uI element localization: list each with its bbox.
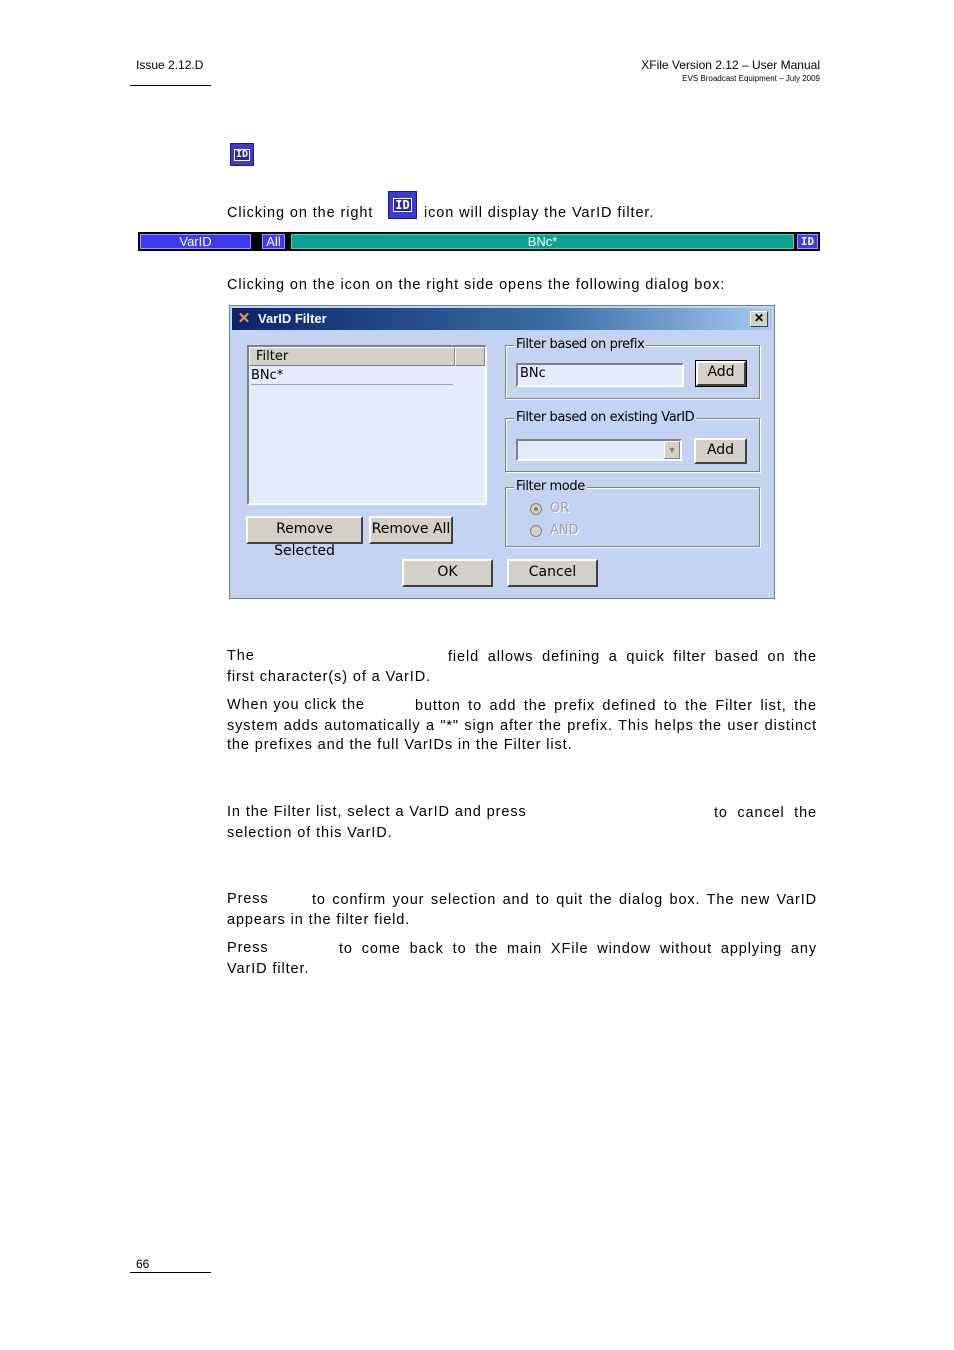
para5-text: to come back to the main XFile window without applying any VarID filter. (227, 941, 817, 977)
existing-varid-group-label: Filter based on existing VarID (516, 410, 695, 425)
manual-title: XFile Version 2.12 – User Manual (641, 58, 820, 72)
para1-text: field allows defining a quick filter based on the first character(s) of a VarID. (227, 649, 817, 685)
company-date: EVS Broadcast Equipment – July 2009 (682, 74, 820, 83)
header-rule (130, 85, 211, 86)
intro-before: Clicking on the right (227, 205, 374, 221)
prefix-group-label: Filter based on prefix (516, 337, 645, 352)
and-radio[interactable] (530, 525, 542, 537)
filter-column-header[interactable]: Filter (249, 347, 455, 366)
para4-start: Press (227, 891, 269, 907)
varid-filter-bar (138, 232, 820, 251)
filter-mode-group (505, 479, 760, 547)
prefix-input[interactable]: BNc (516, 363, 684, 387)
para5-start: Press (227, 940, 269, 956)
add-existing-button[interactable]: Add (694, 438, 747, 464)
varid-id-button[interactable]: ID (797, 234, 818, 249)
app-icon: ✕ (237, 310, 251, 327)
para3-text: to cancel the selection of this VarID. (227, 805, 817, 841)
or-radio[interactable] (530, 503, 542, 515)
and-label: AND (550, 523, 579, 538)
chevron-down-icon[interactable]: ▼ (664, 441, 680, 459)
list-item[interactable]: BNc* (251, 368, 453, 385)
remove-all-button[interactable]: Remove All (369, 516, 453, 544)
ok-button[interactable]: OK (402, 559, 493, 587)
intro-after: icon will display the VarID filter. (424, 205, 655, 221)
para4-text: to confirm your selection and to quit the dialog box. The new VarID appears in the filter field. (227, 892, 817, 928)
varid-filter-icon (230, 143, 254, 166)
dialog-titlebar (232, 308, 772, 330)
filter-mode-label: Filter mode (516, 479, 585, 494)
existing-varid-select[interactable] (516, 439, 682, 461)
varid-inline-icon (388, 191, 417, 219)
id-icon-glyph: ID (235, 148, 249, 160)
add-prefix-button[interactable]: Add (696, 361, 746, 386)
issue-number: Issue 2.12.D (136, 58, 204, 72)
footer-rule (130, 1272, 211, 1273)
dialog-intro: Clicking on the icon on the right side opens the following dialog box: (227, 277, 726, 293)
varid-label: VarID (140, 234, 251, 249)
cancel-button[interactable]: Cancel (507, 559, 598, 587)
para2-text: button to add the prefix defined to the Filter list, the system adds automatically a "*" sign after the prefix. This helps the user distinct the prefixes and the full VarIDs in the Filter list. (227, 698, 817, 753)
filter-list[interactable] (247, 345, 487, 505)
page-number: 66 (136, 1257, 150, 1271)
para2-start: When you click the (227, 697, 365, 713)
filter-column-spacer (455, 347, 485, 366)
para3-start: In the Filter list, select a VarID and press (227, 804, 527, 820)
remove-selected-button[interactable]: Remove Selected (246, 516, 363, 544)
varid-filter-value[interactable]: BNc* (291, 234, 794, 249)
or-label: OR (550, 501, 570, 516)
close-icon[interactable]: ✕ (750, 311, 768, 327)
dialog-title: VarID Filter (258, 311, 327, 326)
varid-filter-dialog (229, 305, 775, 599)
para1-start: The (227, 648, 255, 664)
all-button[interactable]: All (262, 234, 285, 249)
id-inline-glyph: ID (395, 198, 410, 212)
